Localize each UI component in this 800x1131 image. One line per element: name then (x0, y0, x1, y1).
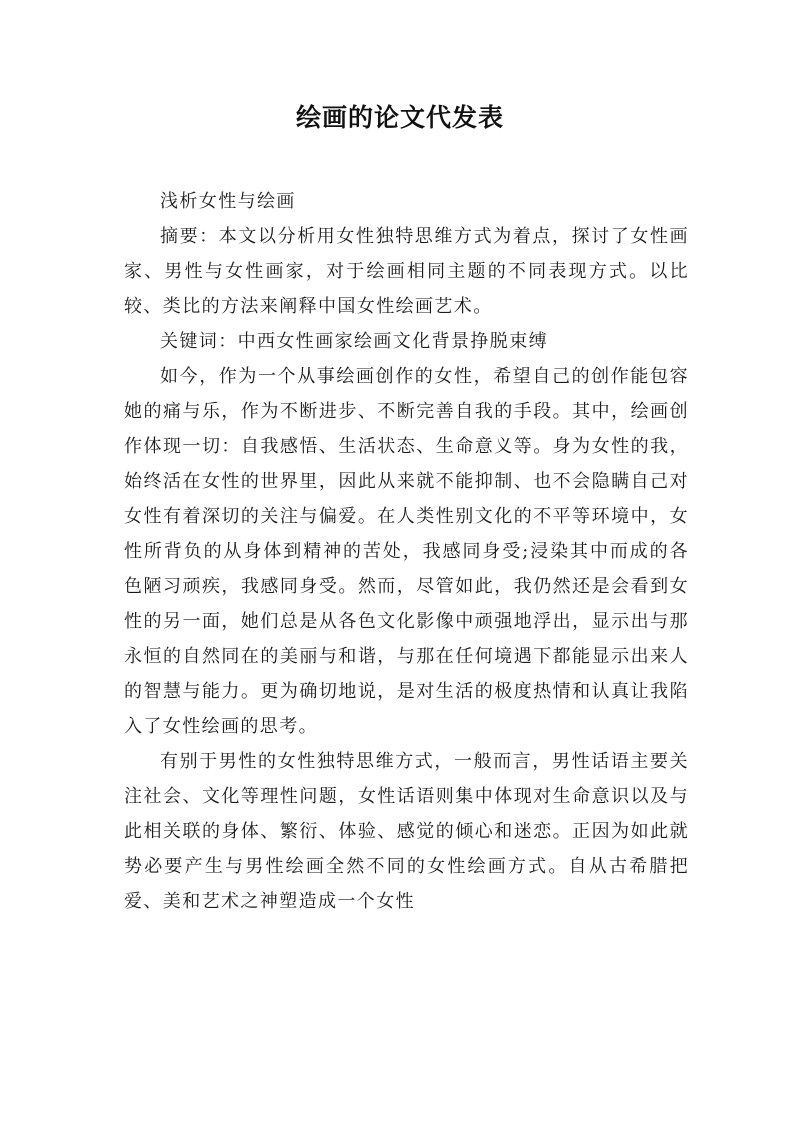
abstract-paragraph: 摘要：本文以分析用女性独特思维方式为着点，探讨了女性画家、男性与女性画家，对于绘画相同主题的不同表现方式。以比较、类比的方法来阐释中国女性绘画艺术。 (124, 226, 689, 317)
subtitle-paragraph: 浅析女性与绘画 (160, 191, 296, 212)
document-title: 绘画的论文代发表 (295, 103, 504, 132)
body-paragraph: 如今，作为一个从事绘画创作的女性，希望自己的创作能包容她的痛与乐，作为不断进步、不断完善自我的手段。其中，绘画创作体现一切：自我感悟、生活状态、生命意义等。身为女性的我，始终活在女性的世界里，因此从来就不能抑制、也不会隐瞒自己对女性有着深切的关注与偏爱。在人类性别文化的不平等环境中，女性所背负的从身体到精神的苦处，我感同身受;浸染其中而成的各色陋习顽疾，我感同身受。然而，尽管如此，我仍然还是会看到女性的另一面，她们总是从各色文化影像中顽强地浮出，显示出与那永恒的自然同在的美丽与和谐，与那在任何境遇下都能显示出来人的智慧与能力。更为确切地说，是对生活的极度热情和认真让我陷入了女性绘画的思考。 (124, 366, 689, 737)
document-body (124, 184, 689, 919)
keywords-paragraph: 关键词：中西女性画家绘画文化背景挣脱束缚 (160, 331, 548, 352)
body-paragraph: 有别于男性的女性独特思维方式，一般而言，男性话语主要关注社会、文化等理性问题，女性话语则集中体现对生命意识以及与此相关联的身体、繁衍、体验、感觉的倾心和迷恋。正因为如此就势必要产生与男性绘画全然不同的女性绘画方式。自从古希腊把爱、美和艺术之神塑造成一个女性 (124, 751, 689, 912)
